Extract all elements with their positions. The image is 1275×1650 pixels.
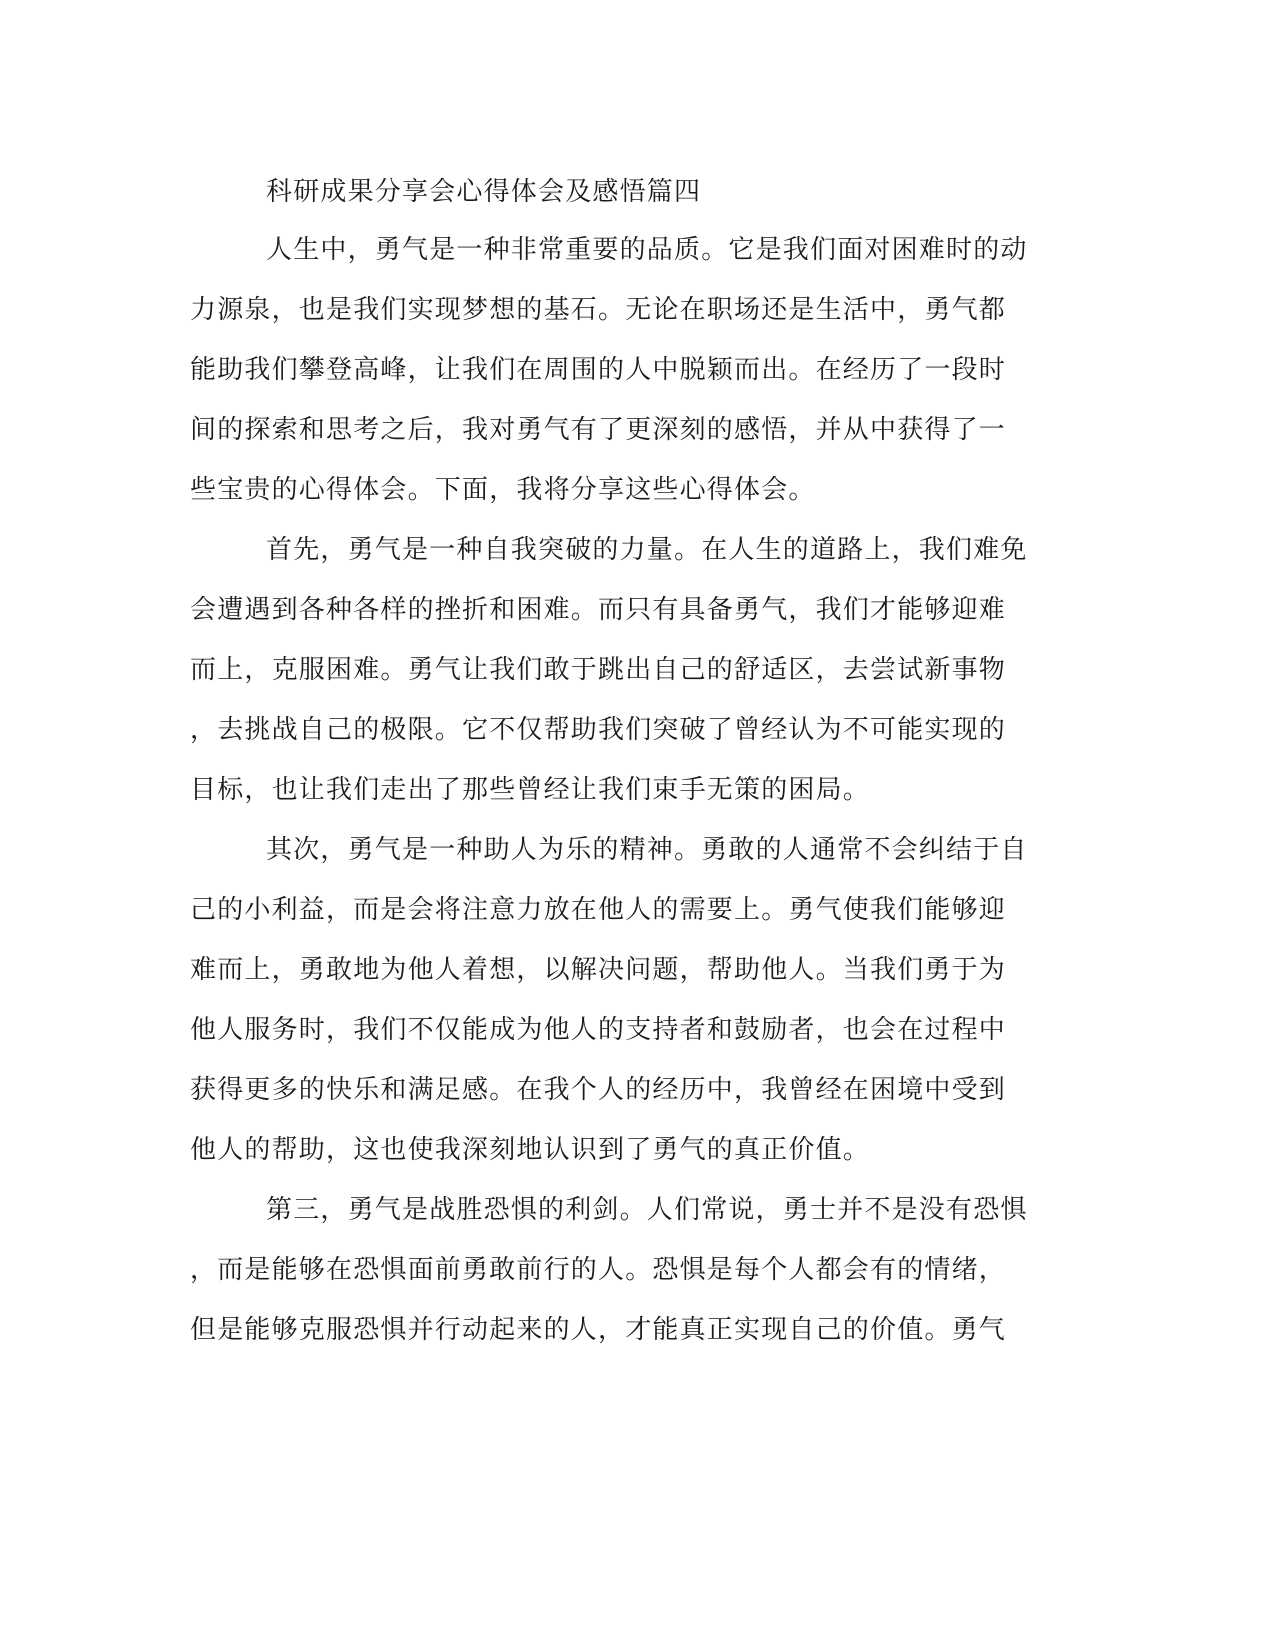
text-line: 会遭遇到各种各样的挫折和困难。而只有具备勇气，我们才能够迎难 (190, 595, 1007, 625)
text-line: ，而是能够在恐惧面前勇敢前行的人。恐惧是每个人都会有的情绪， (190, 1255, 1007, 1285)
document-text (190, 220, 1070, 1360)
text-line: 第三，勇气是战胜恐惧的利剑。人们常说，勇士并不是没有恐惧 (266, 1195, 1028, 1225)
text-line: 首先，勇气是一种自我突破的力量。在人生的道路上，我们难免 (266, 535, 1028, 565)
text-line: ，去挑战自己的极限。它不仅帮助我们突破了曾经认为不可能实现的 (190, 715, 1007, 745)
text-line: 目标，也让我们走出了那些曾经让我们束手无策的困局。 (190, 775, 871, 805)
text-line: 能助我们攀登高峰，让我们在周围的人中脱颖而出。在经历了一段时 (190, 355, 1007, 385)
document-title: 科研成果分享会心得体会及感悟篇四 (266, 177, 702, 207)
text-line: 人生中，勇气是一种非常重要的品质。它是我们面对困难时的动 (266, 235, 1028, 265)
text-line: 但是能够克服恐惧并行动起来的人，才能真正实现自己的价值。勇气 (190, 1315, 1007, 1345)
text-line: 其次，勇气是一种助人为乐的精神。勇敢的人通常不会纠结于自 (266, 835, 1028, 865)
text-line: 而上，克服困难。勇气让我们敢于跳出自己的舒适区，去尝试新事物 (190, 655, 1007, 685)
document-body (190, 164, 1070, 1360)
text-line: 间的探索和思考之后，我对勇气有了更深刻的感悟，并从中获得了一 (190, 415, 1007, 445)
text-line: 难而上，勇敢地为他人着想，以解决问题，帮助他人。当我们勇于为 (190, 955, 1007, 985)
text-line: 他人的帮助，这也使我深刻地认识到了勇气的真正价值。 (190, 1135, 871, 1165)
text-line: 他人服务时，我们不仅能成为他人的支持者和鼓励者，也会在过程中 (190, 1015, 1007, 1045)
text-line: 己的小利益，而是会将注意力放在他人的需要上。勇气使我们能够迎 (190, 895, 1007, 925)
text-line: 获得更多的快乐和满足感。在我个人的经历中，我曾经在困境中受到 (190, 1075, 1007, 1105)
text-line: 力源泉，也是我们实现梦想的基石。无论在职场还是生活中，勇气都 (190, 295, 1007, 325)
text-line: 些宝贵的心得体会。下面，我将分享这些心得体会。 (190, 475, 816, 505)
